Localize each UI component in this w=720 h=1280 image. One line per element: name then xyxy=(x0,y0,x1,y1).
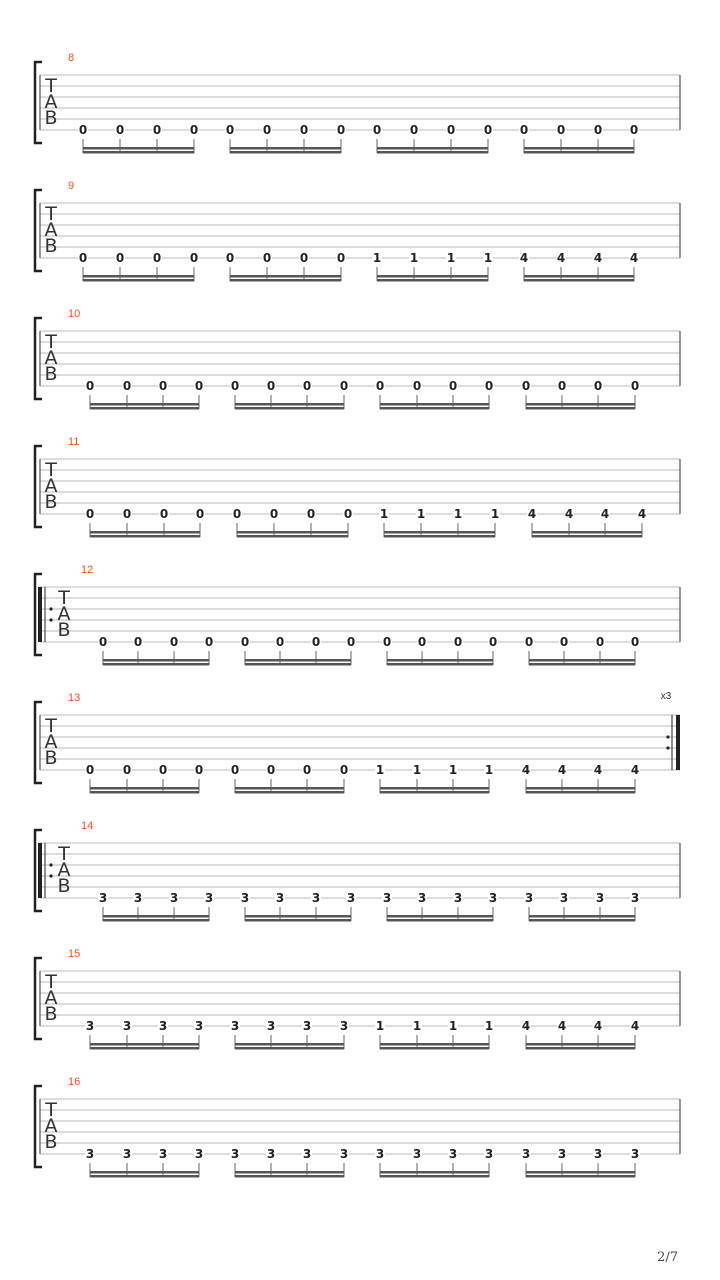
fret-number: 4 xyxy=(521,763,531,777)
beam xyxy=(235,1047,344,1050)
measure-number: 10 xyxy=(68,308,81,320)
fret-number: 1 xyxy=(484,1019,494,1033)
fret-number: 3 xyxy=(484,1147,494,1161)
tab-clef-t: T xyxy=(45,459,57,481)
beam xyxy=(103,659,209,662)
tab-clef-t: T xyxy=(45,971,57,993)
fret-number: 0 xyxy=(122,763,132,777)
fret-number: 3 xyxy=(339,1019,349,1033)
beam xyxy=(387,919,493,922)
fret-number: 4 xyxy=(564,507,574,521)
fret-number: 0 xyxy=(559,635,569,649)
beam xyxy=(90,787,199,790)
fret-number: 0 xyxy=(152,251,162,265)
tab-system xyxy=(35,820,680,922)
fret-number: 0 xyxy=(339,763,349,777)
fret-number: 3 xyxy=(204,891,214,905)
fret-number: 0 xyxy=(336,251,346,265)
beam xyxy=(524,151,634,154)
fret-number: 1 xyxy=(490,507,500,521)
beam xyxy=(526,1171,635,1174)
beam xyxy=(235,403,344,406)
fret-number: 1 xyxy=(379,507,389,521)
system-bracket xyxy=(35,62,42,143)
beam xyxy=(230,275,341,278)
fret-number: 0 xyxy=(78,123,88,137)
fret-number: 0 xyxy=(417,635,427,649)
fret-number: 1 xyxy=(448,763,458,777)
beam xyxy=(380,407,489,410)
beam xyxy=(235,1043,344,1046)
tab-clef-b: B xyxy=(57,619,71,641)
fret-number: 0 xyxy=(483,123,493,137)
beam xyxy=(377,275,488,278)
fret-number: 0 xyxy=(448,379,458,393)
fret-number: 3 xyxy=(230,1019,240,1033)
beam xyxy=(90,407,199,410)
fret-number: 3 xyxy=(133,891,143,905)
fret-number: 0 xyxy=(524,635,534,649)
beam xyxy=(526,1175,635,1178)
tab-system xyxy=(35,52,680,154)
tab-clef-b: B xyxy=(44,1131,58,1153)
fret-number: 0 xyxy=(115,123,125,137)
fret-number: 0 xyxy=(412,379,422,393)
fret-number: 1 xyxy=(484,763,494,777)
beam xyxy=(526,787,635,790)
fret-number: 0 xyxy=(159,507,169,521)
fret-number: 3 xyxy=(194,1019,204,1033)
fret-number: 3 xyxy=(339,1147,349,1161)
fret-number: 0 xyxy=(484,379,494,393)
tab-clef-t: T xyxy=(45,331,57,353)
fret-number: 4 xyxy=(600,507,610,521)
beam xyxy=(526,407,635,410)
tab-clef-t: T xyxy=(58,843,70,865)
fret-number: 1 xyxy=(446,251,456,265)
fret-number: 3 xyxy=(630,891,640,905)
system-bracket xyxy=(35,190,42,271)
fret-number: 0 xyxy=(446,123,456,137)
fret-number: 0 xyxy=(85,763,95,777)
fret-number: 0 xyxy=(169,635,179,649)
fret-number: 3 xyxy=(382,891,392,905)
fret-number: 3 xyxy=(158,1019,168,1033)
fret-number: 3 xyxy=(85,1147,95,1161)
fret-number: 4 xyxy=(519,251,529,265)
fret-number: 1 xyxy=(375,763,385,777)
fret-number: 0 xyxy=(232,507,242,521)
fret-number: 3 xyxy=(453,891,463,905)
fret-number: 0 xyxy=(240,635,250,649)
tab-system xyxy=(35,1076,680,1178)
measure-number: 9 xyxy=(68,180,75,192)
fret-number: 3 xyxy=(302,1147,312,1161)
beam xyxy=(230,151,341,154)
tab-clef-t: T xyxy=(45,1099,57,1121)
beam xyxy=(387,659,493,662)
fret-number: 0 xyxy=(122,507,132,521)
beam xyxy=(526,403,635,406)
beam xyxy=(380,1171,489,1174)
fret-number: 0 xyxy=(85,507,95,521)
fret-number: 0 xyxy=(336,123,346,137)
fret-number: 3 xyxy=(448,1147,458,1161)
beam xyxy=(90,1043,199,1046)
fret-number: 0 xyxy=(630,379,640,393)
beam xyxy=(235,787,344,790)
beam xyxy=(90,1175,199,1178)
beam xyxy=(103,663,209,666)
tab-system xyxy=(35,691,680,794)
repeat-dot xyxy=(49,607,52,610)
beam xyxy=(245,663,351,666)
fret-number: 4 xyxy=(557,763,567,777)
measure-number: 8 xyxy=(68,52,75,64)
fret-number: 4 xyxy=(637,507,647,521)
measure-number: 16 xyxy=(68,1076,81,1088)
fret-number: 0 xyxy=(299,123,309,137)
fret-number: 1 xyxy=(453,507,463,521)
beam xyxy=(384,535,495,538)
repeat-dot xyxy=(666,735,669,738)
fret-number: 3 xyxy=(346,891,356,905)
fret-number: 1 xyxy=(372,251,382,265)
beam xyxy=(83,279,194,282)
fret-number: 0 xyxy=(346,635,356,649)
fret-number: 1 xyxy=(412,763,422,777)
tab-clef-b: B xyxy=(44,747,58,769)
beam xyxy=(532,531,642,534)
tab-clef-b: B xyxy=(44,363,58,385)
fret-number: 4 xyxy=(593,251,603,265)
beam xyxy=(90,791,199,794)
beam xyxy=(529,659,635,662)
fret-number: 0 xyxy=(194,763,204,777)
beam xyxy=(230,279,341,282)
beam xyxy=(380,787,489,790)
tab-clef-a: A xyxy=(44,475,58,497)
tab-clef-a: A xyxy=(44,347,58,369)
fret-number: 3 xyxy=(302,1019,312,1033)
fret-number: 4 xyxy=(556,251,566,265)
fret-number: 3 xyxy=(158,1147,168,1161)
beam xyxy=(245,919,351,922)
fret-number: 3 xyxy=(417,891,427,905)
system-bracket xyxy=(35,958,42,1039)
tab-clef-t: T xyxy=(45,203,57,225)
beam xyxy=(90,403,199,406)
measure-number: 14 xyxy=(81,820,94,832)
beam xyxy=(380,1047,489,1050)
fret-number: 4 xyxy=(629,251,639,265)
beam xyxy=(90,1047,199,1050)
fret-number: 0 xyxy=(339,379,349,393)
fret-number: 0 xyxy=(629,123,639,137)
beam xyxy=(387,915,493,918)
beam xyxy=(83,151,194,154)
repeat-count: x3 xyxy=(660,691,672,702)
fret-number: 0 xyxy=(557,379,567,393)
tab-clef-a: A xyxy=(44,731,58,753)
fret-number: 0 xyxy=(375,379,385,393)
fret-number: 3 xyxy=(98,891,108,905)
fret-number: 1 xyxy=(375,1019,385,1033)
fret-number: 0 xyxy=(311,635,321,649)
repeat-dot xyxy=(49,874,52,877)
beam xyxy=(529,915,635,918)
system-bracket xyxy=(35,702,42,783)
tab-clef-t: T xyxy=(58,587,70,609)
fret-number: 0 xyxy=(488,635,498,649)
fret-number: 3 xyxy=(122,1147,132,1161)
fret-number: 3 xyxy=(240,891,250,905)
fret-number: 0 xyxy=(519,123,529,137)
fret-number: 0 xyxy=(194,379,204,393)
repeat-start-thick-bar xyxy=(38,587,42,642)
fret-number: 3 xyxy=(595,891,605,905)
fret-number: 0 xyxy=(230,379,240,393)
fret-number: 0 xyxy=(275,635,285,649)
beam xyxy=(237,531,348,534)
tab-system xyxy=(35,180,680,282)
repeat-start-thick-bar xyxy=(38,843,42,898)
fret-number: 0 xyxy=(195,507,205,521)
beam xyxy=(90,1171,199,1174)
tab-clef-a: A xyxy=(44,219,58,241)
tab-clef-b: B xyxy=(44,107,58,129)
fret-number: 0 xyxy=(372,123,382,137)
fret-number: 3 xyxy=(266,1019,276,1033)
beam xyxy=(235,407,344,410)
fret-number: 0 xyxy=(262,123,272,137)
fret-number: 1 xyxy=(483,251,493,265)
beam xyxy=(532,535,642,538)
fret-number: 0 xyxy=(262,251,272,265)
fret-number: 0 xyxy=(299,251,309,265)
fret-number: 4 xyxy=(593,763,603,777)
beam xyxy=(83,147,194,150)
fret-number: 0 xyxy=(133,635,143,649)
tab-system xyxy=(35,564,680,666)
fret-number: 3 xyxy=(488,891,498,905)
fret-number: 3 xyxy=(593,1147,603,1161)
repeat-dot xyxy=(666,746,669,749)
tab-clef-t: T xyxy=(45,715,57,737)
fret-number: 3 xyxy=(375,1147,385,1161)
fret-number: 3 xyxy=(194,1147,204,1161)
fret-number: 0 xyxy=(453,635,463,649)
fret-number: 0 xyxy=(189,123,199,137)
beam xyxy=(529,919,635,922)
system-bracket xyxy=(35,446,42,527)
beam xyxy=(526,1043,635,1046)
tab-clef-b: B xyxy=(44,1003,58,1025)
fret-number: 0 xyxy=(593,379,603,393)
system-bracket xyxy=(35,318,42,399)
fret-number: 1 xyxy=(412,1019,422,1033)
fret-number: 0 xyxy=(230,763,240,777)
beam xyxy=(377,147,488,150)
fret-number: 3 xyxy=(630,1147,640,1161)
tab-clef-a: A xyxy=(57,603,71,625)
beam xyxy=(380,1043,489,1046)
beam xyxy=(529,663,635,666)
fret-number: 4 xyxy=(593,1019,603,1033)
tab-clef-b: B xyxy=(44,235,58,257)
beam xyxy=(377,279,488,282)
beam xyxy=(524,275,634,278)
fret-number: 0 xyxy=(302,763,312,777)
beam xyxy=(90,535,200,538)
fret-number: 3 xyxy=(559,891,569,905)
tab-clef-b: B xyxy=(44,491,58,513)
beam xyxy=(380,791,489,794)
fret-number: 0 xyxy=(556,123,566,137)
tab-clef-a: A xyxy=(44,1115,58,1137)
fret-number: 1 xyxy=(416,507,426,521)
fret-number: 0 xyxy=(152,123,162,137)
fret-number: 0 xyxy=(266,379,276,393)
fret-number: 0 xyxy=(85,379,95,393)
beam xyxy=(380,403,489,406)
beam xyxy=(387,663,493,666)
beam xyxy=(526,1047,635,1050)
beam xyxy=(90,531,200,534)
tab-system xyxy=(35,436,680,538)
fret-number: 0 xyxy=(122,379,132,393)
tab-system xyxy=(35,948,680,1050)
tab-clef-a: A xyxy=(44,987,58,1009)
measure-number: 11 xyxy=(68,436,80,448)
beam xyxy=(526,791,635,794)
fret-number: 0 xyxy=(343,507,353,521)
fret-number: 0 xyxy=(225,251,235,265)
fret-number: 0 xyxy=(302,379,312,393)
tab-clef-b: B xyxy=(57,875,71,897)
fret-number: 0 xyxy=(593,123,603,137)
fret-number: 0 xyxy=(78,251,88,265)
page-number: 2/7 xyxy=(657,1250,678,1265)
fret-number: 3 xyxy=(524,891,534,905)
beam xyxy=(237,535,348,538)
measure-number: 12 xyxy=(81,564,94,576)
beam xyxy=(230,147,341,150)
fret-number: 3 xyxy=(557,1147,567,1161)
fret-number: 3 xyxy=(275,891,285,905)
system-bracket xyxy=(35,1086,42,1167)
beam xyxy=(83,275,194,278)
fret-number: 3 xyxy=(412,1147,422,1161)
fret-number: 0 xyxy=(521,379,531,393)
measure-number: 13 xyxy=(68,692,81,704)
beam xyxy=(103,919,209,922)
fret-number: 3 xyxy=(169,891,179,905)
beam xyxy=(235,1175,344,1178)
fret-number: 3 xyxy=(122,1019,132,1033)
fret-number: 0 xyxy=(409,123,419,137)
tab-clef-a: A xyxy=(44,91,58,113)
beam xyxy=(380,1175,489,1178)
fret-number: 3 xyxy=(85,1019,95,1033)
beam xyxy=(103,915,209,918)
measure-number: 15 xyxy=(68,948,81,960)
fret-number: 4 xyxy=(527,507,537,521)
fret-number: 4 xyxy=(557,1019,567,1033)
repeat-end-thick-bar xyxy=(676,715,680,770)
fret-number: 4 xyxy=(630,1019,640,1033)
fret-number: 0 xyxy=(595,635,605,649)
repeat-dot xyxy=(49,618,52,621)
beam xyxy=(524,279,634,282)
fret-number: 0 xyxy=(158,763,168,777)
beam xyxy=(235,1171,344,1174)
beam xyxy=(235,791,344,794)
fret-number: 3 xyxy=(521,1147,531,1161)
fret-number: 1 xyxy=(448,1019,458,1033)
fret-number: 0 xyxy=(189,251,199,265)
fret-number: 1 xyxy=(409,251,419,265)
tab-clef-t: T xyxy=(45,75,57,97)
fret-number: 0 xyxy=(225,123,235,137)
tab-system xyxy=(35,308,680,410)
fret-number: 0 xyxy=(306,507,316,521)
beam xyxy=(245,659,351,662)
beam xyxy=(377,151,488,154)
fret-number: 0 xyxy=(382,635,392,649)
fret-number: 0 xyxy=(204,635,214,649)
fret-number: 4 xyxy=(630,763,640,777)
fret-number: 3 xyxy=(266,1147,276,1161)
repeat-dot xyxy=(49,863,52,866)
fret-number: 0 xyxy=(98,635,108,649)
fret-number: 0 xyxy=(630,635,640,649)
fret-number: 3 xyxy=(230,1147,240,1161)
fret-number: 0 xyxy=(266,763,276,777)
beam xyxy=(524,147,634,150)
fret-number: 0 xyxy=(269,507,279,521)
fret-number: 4 xyxy=(521,1019,531,1033)
fret-number: 0 xyxy=(158,379,168,393)
beam xyxy=(245,915,351,918)
beam xyxy=(384,531,495,534)
fret-number: 0 xyxy=(115,251,125,265)
fret-number: 3 xyxy=(311,891,321,905)
tab-clef-a: A xyxy=(57,859,71,881)
